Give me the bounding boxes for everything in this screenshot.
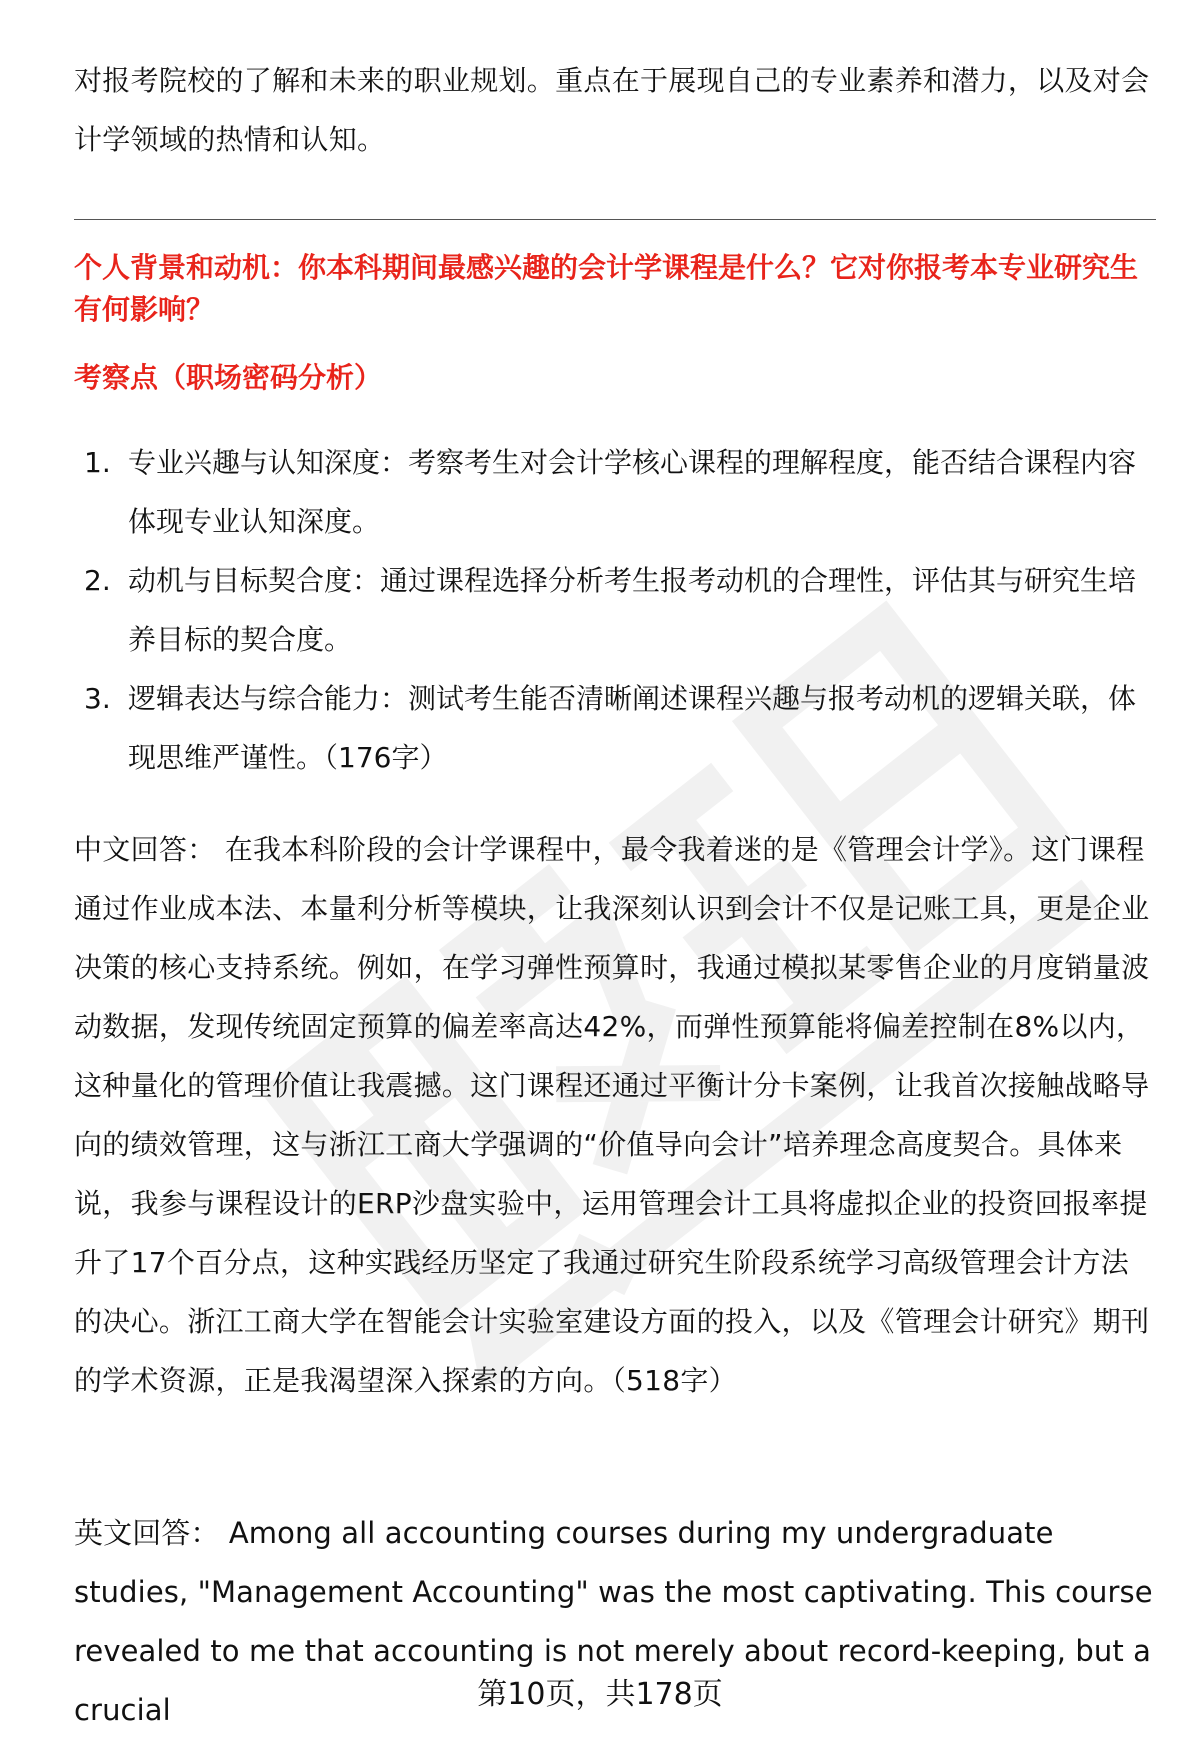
list-item-number: 2. (84, 564, 111, 597)
kaocha-list (74, 433, 1156, 787)
english-answer-paragraph: 英文回答： Among all accounting courses during my undergraduate studies, "Management Accounting" was the most captivating. This course revealed to me that accounting is not merely about record-keeping, but a crucial (74, 1516, 1153, 1727)
list-item-number: 3. (84, 682, 111, 715)
list-item-number: 1. (84, 446, 111, 479)
chinese-answer-paragraph: 中文回答： 在我本科阶段的会计学课程中，最令我着迷的是《管理会计学》。这门课程通过作业成本法、本量利分析等模块，让我深刻认识到会计不仅是记账工具，更是企业决策的核心支持系统。例如，在学习弹性预算时，我通过模拟某零售企业的月度销量波动数据，发现传统固定预算的偏差率高达42%，而弹性预算能将偏差控制在8%以内，这种量化的管理价值让我震撼。这门课程还通过平衡计分卡案例，让我首次接触战略导向的绩效管理，这与浙江工商大学强调的“价值导向会计”培养理念高度契合。具体来说，我参与课程设计的ERP沙盘实验中，运用管理会计工具将虚拟企业的投资回报率提升了17个百分点，这种实践经历坚定了我通过研究生阶段系统学习高级管理会计方法的决心。浙江工商大学在智能会计实验室建设方面的投入，以及《管理会计研究》期刊的学术资源，正是我渴望深入探索的方向。（518字） (74, 833, 1150, 1397)
intro-paragraph: 对报考院校的了解和未来的职业规划。重点在于展现自己的专业素养和潜力，以及对会计学领域的热情和认知。 (74, 64, 1150, 156)
list-item-text: 逻辑表达与综合能力：测试考生能否清晰阐述课程兴趣与报考动机的逻辑关联，体现思维严谨性。（176字） (128, 682, 1137, 774)
list-item (74, 433, 1156, 551)
list-item (74, 669, 1156, 787)
list-item (74, 551, 1156, 669)
section-divider (74, 219, 1156, 220)
list-item-text: 动机与目标契合度：通过课程选择分析考生报考动机的合理性，评估其与研究生培养目标的契合度。 (128, 564, 1137, 656)
page-number: 第10页，共178页 (477, 1677, 723, 1712)
kaocha-heading: 考察点（职场密码分析） (74, 361, 383, 394)
question-heading: 个人背景和动机：你本科期间最感兴趣的会计学课程是什么？它对你报考本专业研究生有何影响？ (74, 251, 1139, 326)
list-item-text: 专业兴趣与认知深度：考察考生对会计学核心课程的理解程度，能否结合课程内容体现专业认知深度。 (128, 446, 1137, 538)
